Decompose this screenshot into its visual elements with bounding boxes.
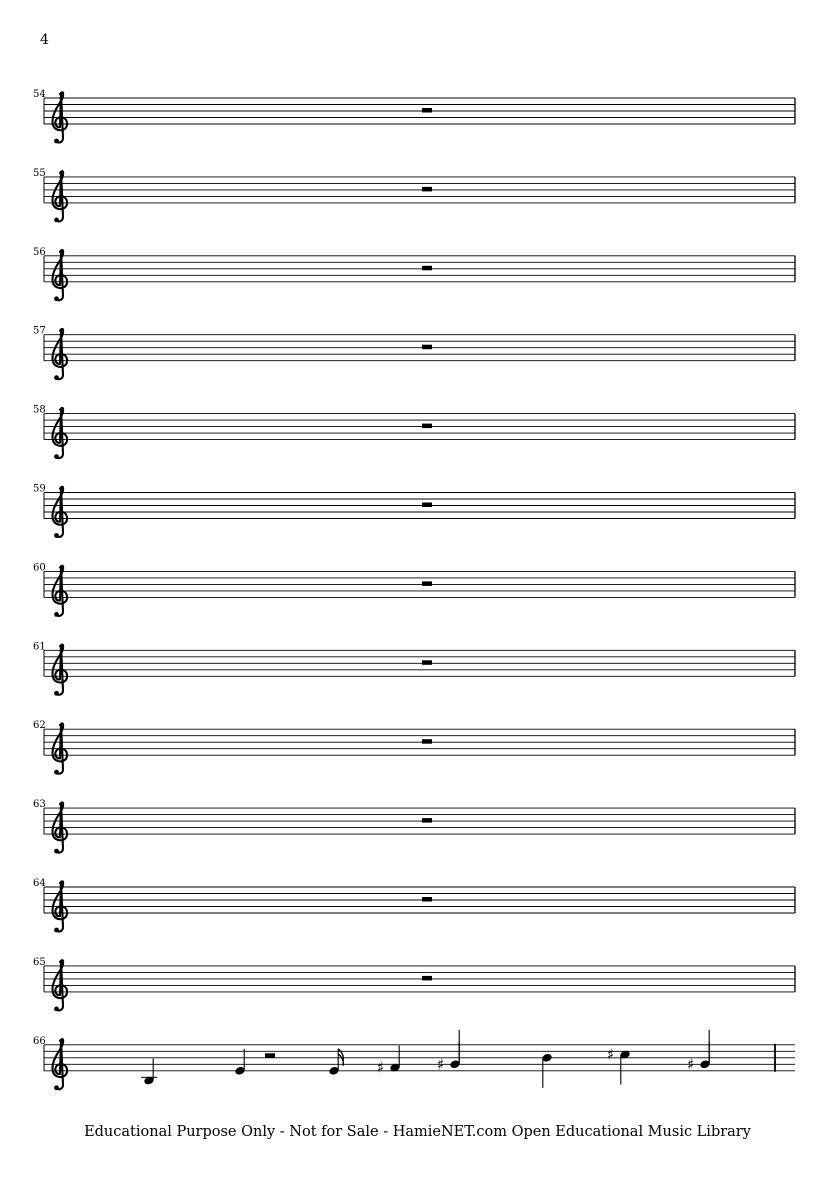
measure-number: 54 (33, 89, 46, 100)
staff-system (33, 89, 795, 143)
measure-number: 55 (33, 167, 46, 179)
staff-system (33, 168, 795, 222)
staff-system (33, 799, 795, 853)
whole-rest (422, 897, 432, 902)
staff-system (33, 957, 795, 1011)
whole-rest (422, 976, 432, 981)
staff-system (33, 720, 795, 774)
whole-rest (422, 187, 432, 192)
note (141, 1059, 157, 1086)
measure-number: 62 (33, 720, 46, 732)
measure-number: 61 (33, 641, 46, 653)
whole-rest (422, 739, 432, 744)
staff-system (33, 562, 795, 616)
measure-number: 60 (33, 562, 46, 574)
staff-system (33, 326, 795, 380)
whole-rest (422, 503, 432, 508)
note (377, 1046, 401, 1077)
staff-system (33, 878, 795, 932)
sharp-accidental: ♯ (687, 1055, 695, 1074)
staff-system (33, 405, 795, 459)
whole-rest (422, 266, 432, 271)
staff-system (33, 247, 795, 301)
measure-number: 66 (33, 1035, 46, 1047)
measure-number: 56 (33, 246, 46, 258)
whole-rest (422, 424, 432, 429)
measure-number: 64 (33, 878, 46, 889)
whole-rest (422, 581, 432, 586)
sharp-accidental: ♯ (377, 1058, 385, 1077)
whole-rest (422, 108, 432, 113)
measure-number: 65 (33, 956, 46, 968)
whole-rest (422, 345, 432, 350)
sharp-accidental: ♯ (607, 1045, 615, 1064)
note (541, 1053, 552, 1088)
measure-number: 63 (33, 799, 46, 811)
whole-rest (422, 660, 432, 665)
half-rest (265, 1053, 275, 1058)
note (234, 1049, 245, 1076)
sharp-accidental: ♯ (437, 1055, 445, 1074)
staff-system (33, 484, 795, 538)
measure-number: 57 (33, 325, 46, 337)
measure-number: 58 (33, 404, 46, 416)
page-number: 4 (40, 32, 49, 48)
note (328, 1049, 343, 1076)
staff-system (33, 641, 795, 695)
footer-copyright: Educational Purpose Only - Not for Sale - HamieNET.com Open Educational Music Library (84, 1124, 751, 1140)
staff-system (33, 1030, 795, 1090)
whole-rest (422, 818, 432, 823)
measure-number: 59 (33, 483, 46, 495)
